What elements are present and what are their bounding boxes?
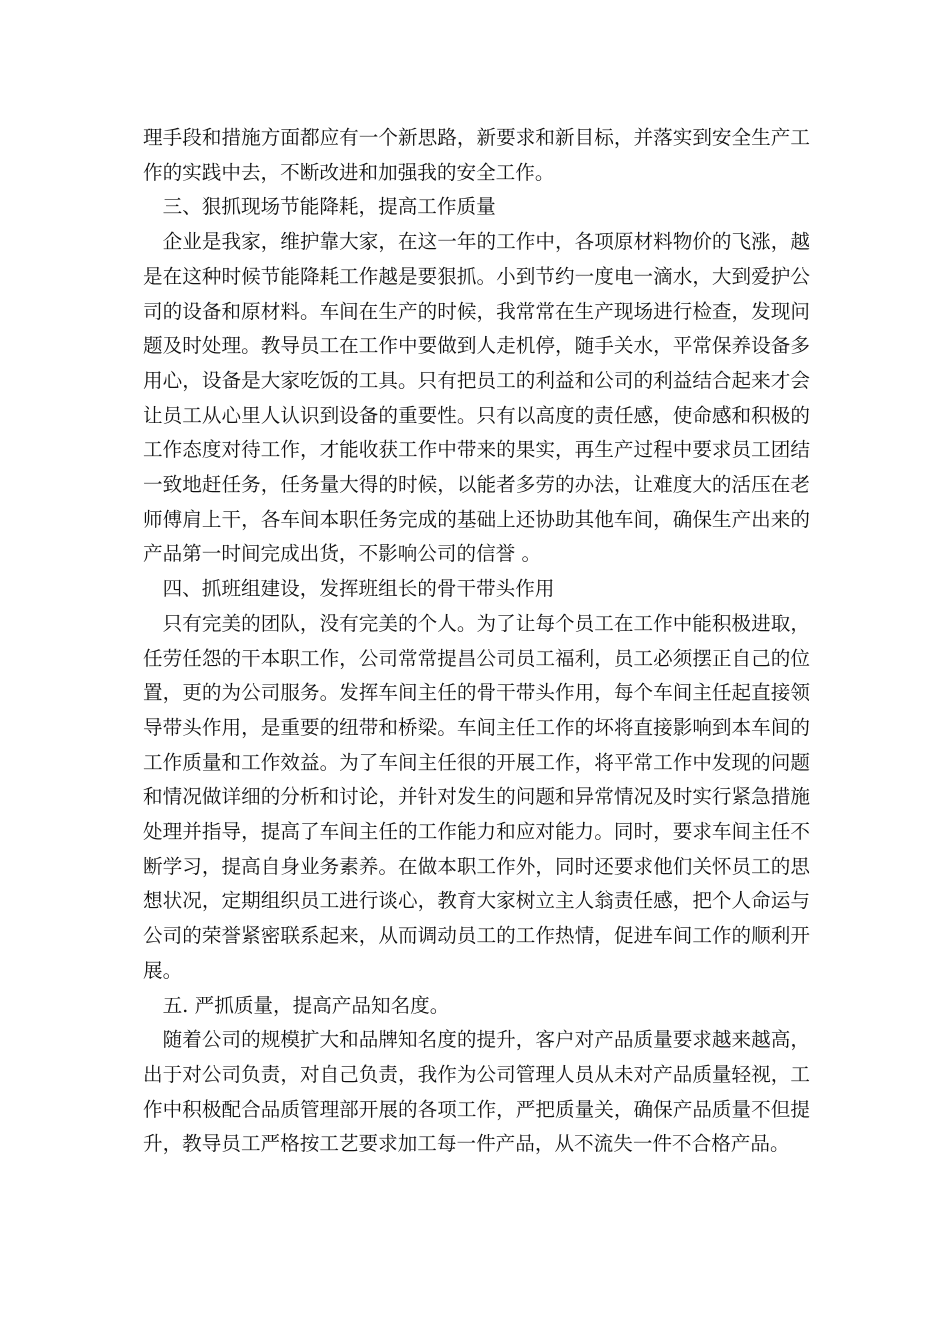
body-paragraph-team-building: 只有完美的团队，没有完美的个人。为了让每个员工在工作中能积极进取，任劳任怨的干本职工作，公司常常提昌公司员工福利，员工必须摆正自己的位置，更的为公司服务。发挥车间主任的骨干带头作用，每个车间主任起直接领导带头作用，是重要的纽带和桥梁。车间主任工作的坏将直接影响到本车间的工作质量和工作效益。为了车间主任很的开展工作，将平常工作中发现的问题和情况做详细的分析和讨论，并针对发生的问题和异常情况及时实行紧急措施处理并指导，提高了车间主任的工作能力和应对能力。同时，要求车间主任不断学习，提高自身业务素养。在做本职工作外，同时还要求他们关怀员工的思想状况，定期组织员工进行谈心，教育大家树立主人翁责任感，把个人命运与公司的荣誉紧密联系起来，从而调动员工的工作热情，促进车间工作的顺利开展。 (143, 611, 810, 982)
section-heading-5: 五. 严抓质量，提高产品知名度。 (162, 993, 450, 1017)
body-paragraph-quality: 随着公司的规模扩大和品牌知名度的提升，客户对产品质量要求越来越高，出于对公司负责，对自己负责，我作为公司管理人员从未对产品质量轻视，工作中积极配合品质管理部开展的各项工作，严把质量关，确保产品质量不但提升，教导员工严格按工艺要求加工每一件产品，从不流失一件不合格产品。 (143, 1028, 810, 1156)
section-heading-4: 四、抓班组建设，发挥班组长的骨干带头作用 (162, 577, 555, 601)
section-heading-3: 三、狠抓现场节能降耗，提高工作质量 (162, 195, 496, 219)
document-body (143, 121, 810, 1162)
continuation-paragraph: 理手段和措施方面都应有一个新思路，新要求和新目标，并落实到安全生产工作的实践中去，不断改进和加强我的安全工作。 (143, 126, 810, 184)
body-paragraph-energy-saving: 企业是我家，维护靠大家，在这一年的工作中，各项原材料物价的飞涨，越是在这种时候节能降耗工作越是要狠抓。小到节约一度电一滴水，大到爱护公司的设备和原材料。车间在生产的时候，我常常在生产现场进行检查，发现问题及时处理。教导员工在工作中要做到人走机停，随手关水，平常保养设备多用心，设备是大家吃饭的工具。只有把员工的利益和公司的利益结合起来才会让员工从心里人认识到设备的重要性。只有以高度的责任感，使命感和积极的工作态度对待工作，才能收获工作中带来的果实，再生产过程中要求员工团结一致地赶任务，任务量大得的时候，以能者多劳的办法，让难度大的活压在老师傅肩上干，各车间本职任务完成的基础上还协助其他车间，确保生产出来的产品第一时间完成出货，不影响公司的信誉 。 (143, 230, 810, 566)
